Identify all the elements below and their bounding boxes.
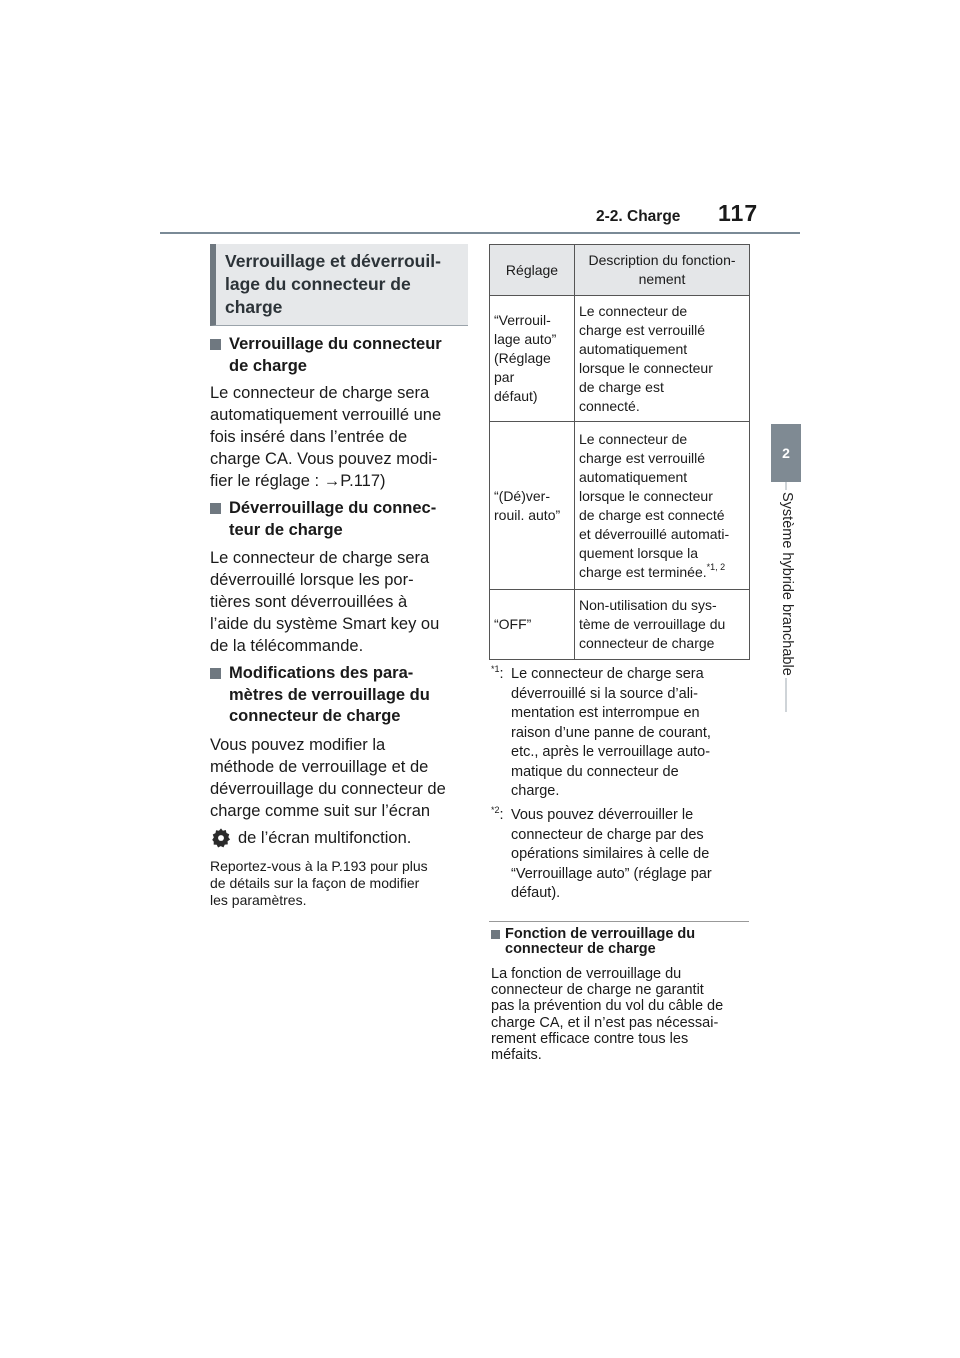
footnote-1: $^{*1}$: Le connecteur de charge sera déverrouillé si la source d’ali- mentation est interrompue en raison d’une panne de courant, etc., après le verrouillage auto- matique du connecteur de charge.: [491, 664, 711, 799]
header-rule: [160, 232, 800, 234]
table-header-row: [490, 245, 750, 296]
subheading-unlocking: Déverrouillage du connec- teur de charge: [210, 498, 470, 541]
reference-note: Reportez-vous à la P.193 pour plus de détails sur la façon de modifier les paramètres.: [210, 858, 428, 908]
note-body: La fonction de verrouillage du connecteur de charge ne garantit pas la prévention du vol du câble de charge CA, et il n’est pas nécessai- rement efficace contre tous les méfaits.: [491, 966, 724, 1064]
settings-table: [489, 244, 750, 660]
paragraph-settings: Vous pouvez modifier la méthode de verrouillage et de déverrouillage du connecteur de charge comme suit sur l’écran de l’écran multifonction.: [210, 736, 446, 847]
table-row: [490, 590, 750, 660]
page-number: 117: [718, 200, 759, 226]
running-header-section: 2-2. Charge: [596, 208, 681, 225]
subheading-settings: Modifications des para- mètres de verrouillage du connecteur de charge: [210, 663, 470, 728]
square-bullet-icon: [210, 668, 221, 679]
table-header-cell: Réglage: [490, 245, 575, 296]
section-heading-line: charge: [225, 297, 283, 317]
subheading-locking: Verrouillage du connecteur de charge: [210, 334, 470, 377]
table-cell-description: Non-utilisation du sys- tème de verrouillage du connecteur de charge: [575, 590, 750, 660]
note-heading: Fonction de verrouillage du connecteur de charge: [491, 927, 749, 957]
footnote-reference: *1, 2: [706, 561, 726, 572]
table-row: [490, 422, 750, 590]
section-heading-line: lage du connecteur de: [225, 274, 411, 294]
table-cell-description: Le connecteur de charge est verrouillé automatiquement lorsque le connecteur de charge est connecté.: [575, 296, 750, 422]
note-rule: [489, 921, 749, 922]
table-row: [490, 296, 750, 422]
footnote-2: $^{*2}$: Vous pouvez déverrouiller le connecteur de charge par des opérations similaires à celle de “Verrouillage auto” (réglage par défaut).: [491, 805, 712, 901]
square-bullet-icon: [491, 930, 500, 939]
paragraph-locking: Le connecteur de charge sera automatiquement verrouillé une fois inséré dans l’entrée de charge CA. Vous pouvez modi- fier le réglage : →P.117): [210, 384, 442, 490]
table-cell-setting: “Verrouil- lage auto” (Réglage par défaut): [490, 296, 575, 422]
chapter-tab-number: 2: [771, 424, 801, 482]
table-header-cell: Description du fonction- nement: [575, 245, 750, 296]
paragraph-unlocking: Le connecteur de charge sera déverrouillé lorsque les por- tières sont déverrouillées à l’aide du système Smart key ou de la télécommande.: [210, 549, 440, 655]
square-bullet-icon: [210, 339, 221, 350]
table-cell-setting: “OFF”: [490, 590, 575, 660]
chapter-tab-title: Système hybride branchable: [779, 492, 795, 676]
table-cell-setting: “(Dé)ver- rouil. auto”: [490, 422, 575, 590]
section-heading-line: Verrouillage et déverrouil-: [225, 251, 441, 271]
section-heading: [210, 244, 468, 326]
chapter-tab: [775, 490, 799, 720]
table-cell-description: Le connecteur de charge est verrouillé automatiquement lorsque le connecteur de charge est connecté et déverrouillé automati- quement lorsque la charge est terminée.$^{*1, 2}$: [575, 422, 750, 590]
gear-icon: [210, 827, 232, 849]
square-bullet-icon: [210, 503, 221, 514]
